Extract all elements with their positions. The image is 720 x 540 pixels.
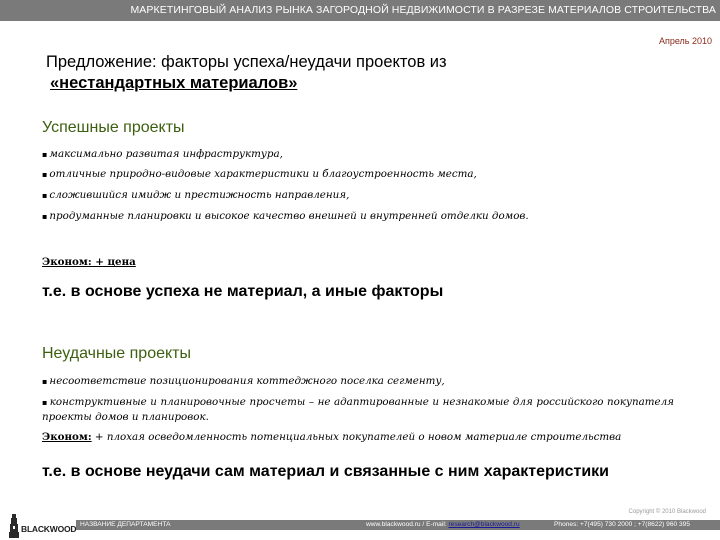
success-heading: Успешные проекты — [42, 119, 185, 136]
failure-econom-note — [42, 431, 621, 443]
slide-headline — [46, 52, 646, 94]
bullet-icon: ▪ — [42, 150, 48, 159]
footer-department: НАЗВАНИЕ ДЕПАРТАМЕНТА — [80, 521, 171, 528]
failure-bullet — [42, 395, 674, 424]
headline-line-2: «нестандартных материалов» — [50, 74, 298, 92]
econom-text: + плохая осведомленность потенциальных покупателей о новом материале строительства — [91, 431, 622, 443]
bullet-icon: ▪ — [42, 170, 48, 179]
footer-site-text: www.blackwood.ru / E-mail: — [366, 521, 449, 528]
footer-bar — [76, 520, 720, 530]
bullet-text: сложившийся имидж и престижность направления, — [49, 189, 350, 201]
success-econom-note — [42, 256, 136, 268]
failure-bullet — [42, 374, 678, 389]
success-bullet — [42, 147, 678, 162]
bullet-icon: ▪ — [42, 398, 48, 407]
bullet-icon: ▪ — [42, 377, 48, 386]
econom-label: Эконом: + цена — [42, 256, 136, 268]
document-title: МАРКЕТИНГОВЫЙ АНАЛИЗ РЫНКА ЗАГОРОДНОЙ НЕДВИЖИМОСТИ В РАЗРЕЗЕ МАТЕРИАЛОВ СТРОИТЕЛЬСТВА — [130, 4, 716, 16]
bullet-text: конструктивные и планировочные просчеты – не адаптированные и незнакомые для российского покупателя проекты домов и планировок. — [42, 396, 674, 423]
success-conclusion: т.е. в основе успеха не материал, а иные факторы — [42, 283, 444, 300]
failure-conclusion: т.е. в основе неудачи сам материал и связанные с ним характеристики — [42, 463, 610, 480]
success-bullet — [42, 167, 678, 182]
success-bullet — [42, 188, 678, 203]
bullet-text: отличные природно-видовые характеристики и благоустроенность места, — [49, 168, 477, 180]
bullet-text: продуманные планировки и высокое качество внешней и внутренней отделки домов. — [49, 210, 529, 222]
footer-phones: Phones: +7(495) 730 2000 ; +7(8622) 960 395 — [554, 521, 691, 528]
footer-email-link[interactable]: research@blackwood.ru — [448, 521, 520, 528]
logo-wordmark: BLACKWOOD — [21, 524, 77, 534]
date-label: Апрель 2010 — [658, 36, 712, 46]
headline-line-1: Предложение: факторы успеха/неудачи проектов из — [46, 53, 447, 71]
success-bullet — [42, 209, 678, 224]
footer-site — [366, 521, 520, 528]
bullet-text: несоответствие позиционирования коттеджного поселка сегменту, — [49, 375, 445, 387]
copyright-text: Copyright © 2010 Blackwood — [628, 509, 706, 515]
bullet-icon: ▪ — [42, 191, 48, 200]
econom-label: Эконом: — [42, 431, 92, 443]
blackwood-logo — [6, 510, 77, 538]
bullet-icon: ▪ — [42, 212, 48, 221]
tower-icon — [8, 514, 20, 538]
header-bar — [0, 0, 720, 21]
bullet-text: максимально развитая инфраструктура, — [49, 148, 283, 160]
failure-heading: Неудачные проекты — [42, 345, 192, 362]
